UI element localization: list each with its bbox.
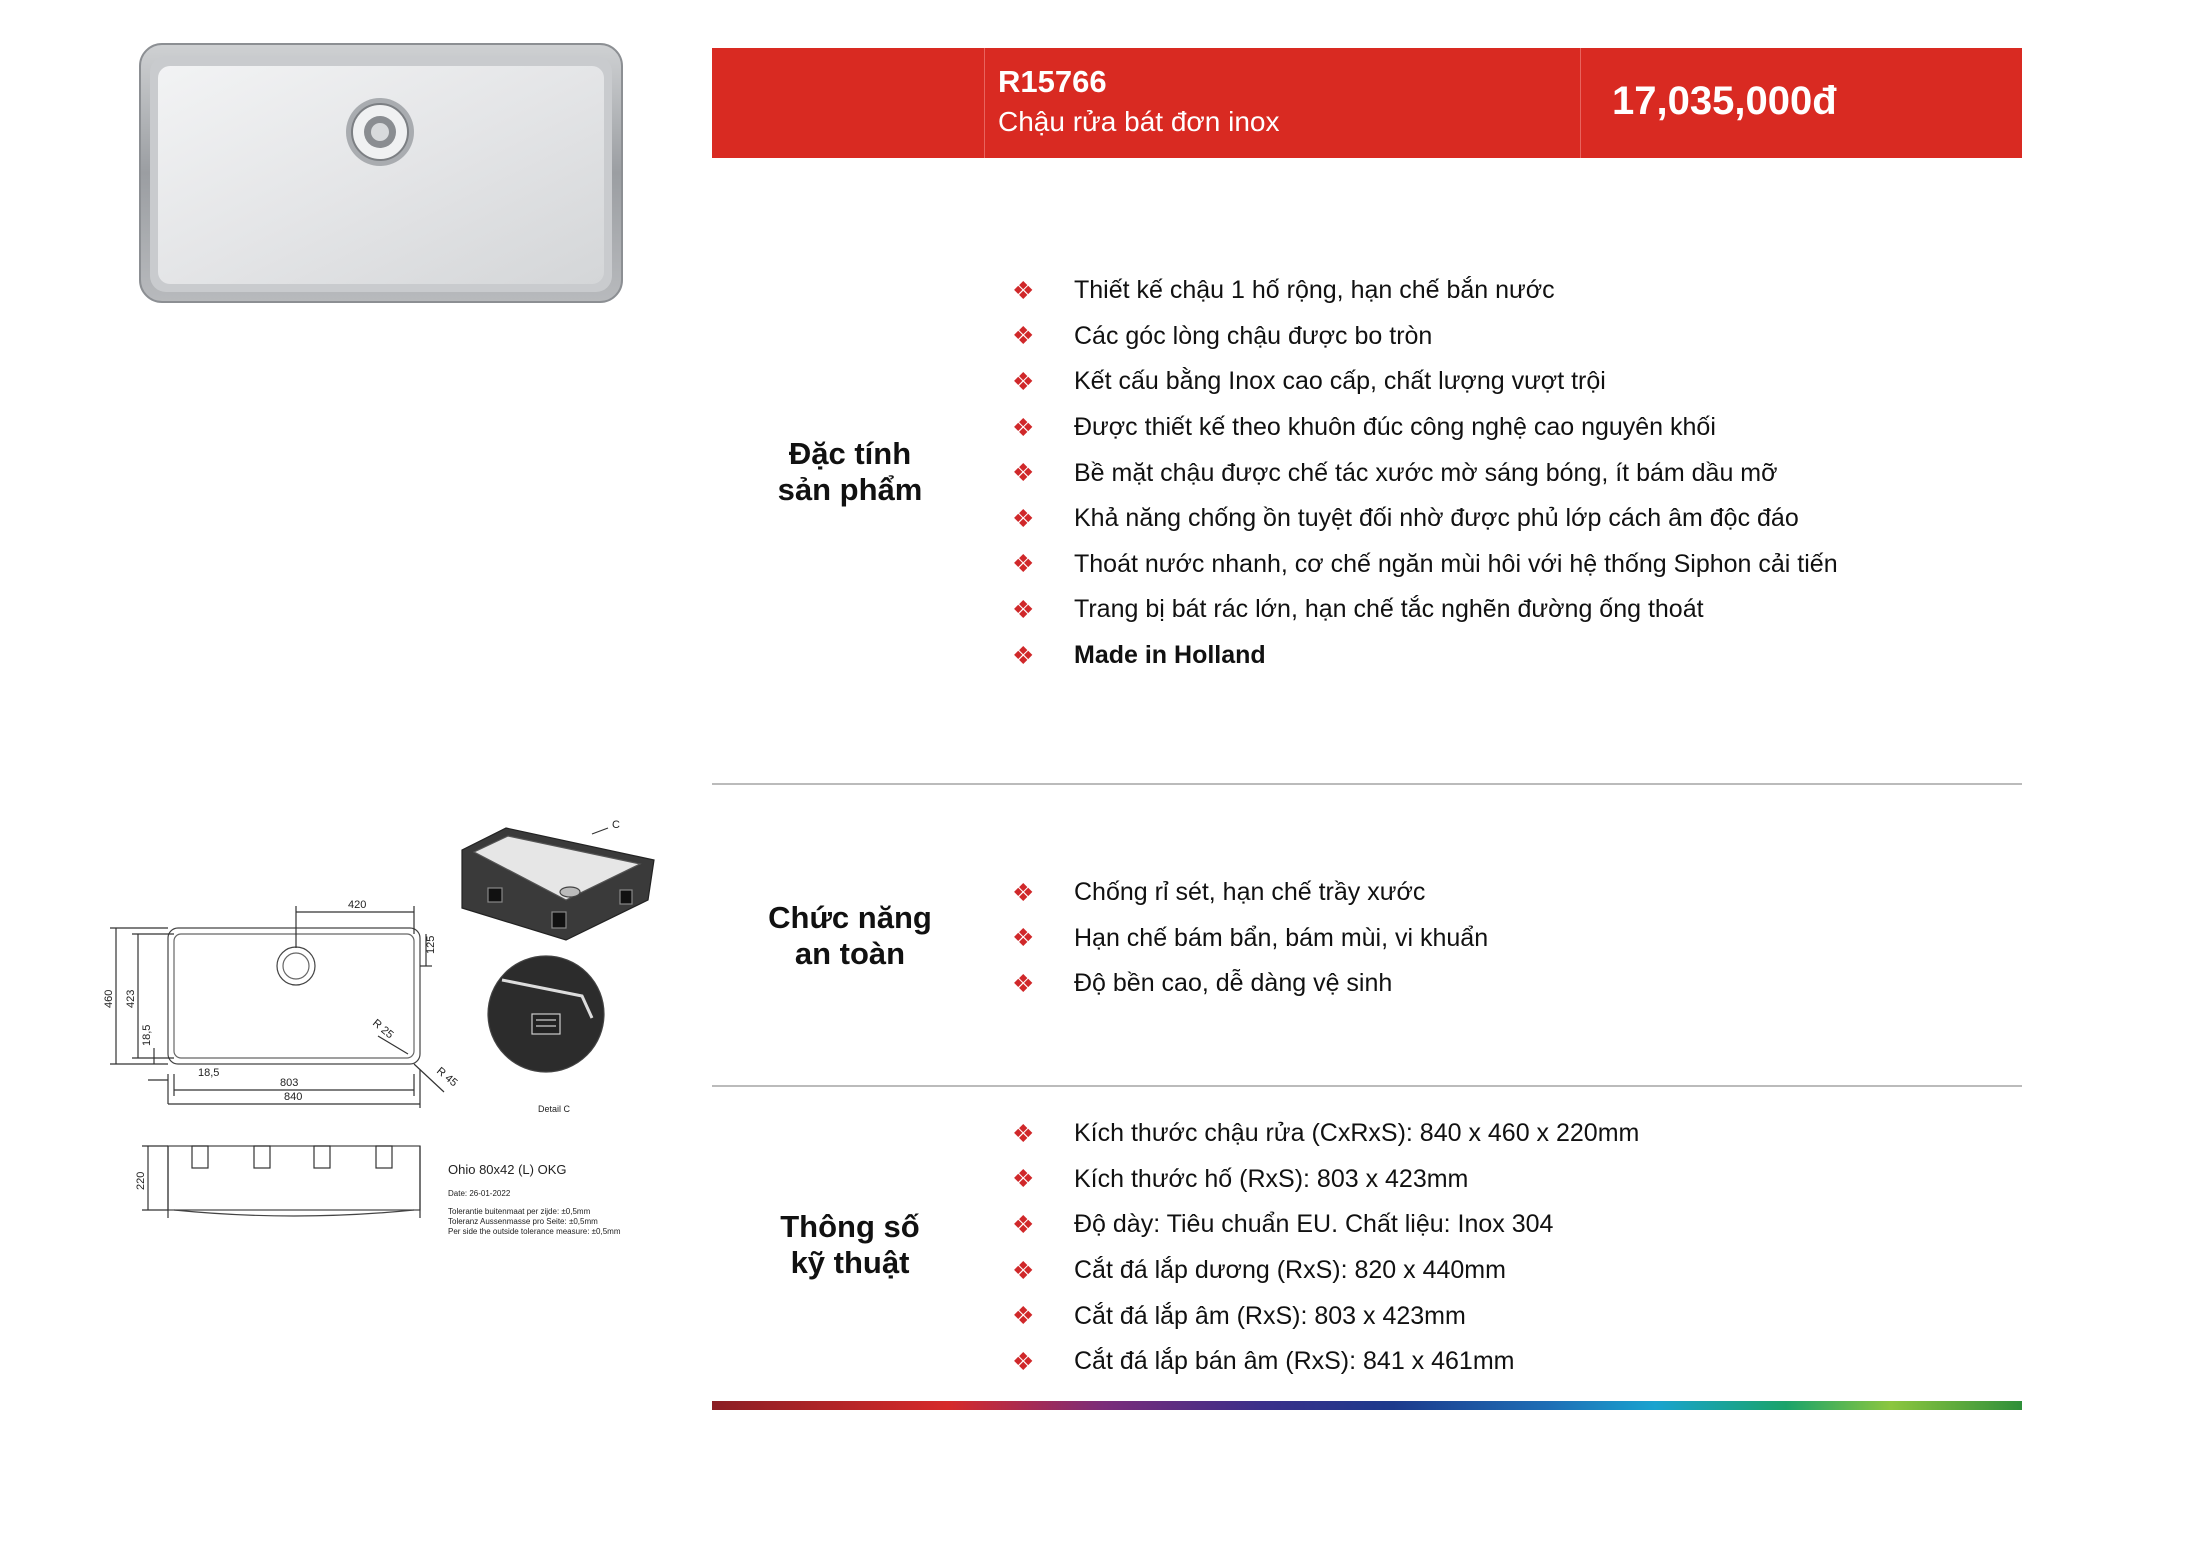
detail-marker: C bbox=[612, 819, 620, 831]
list-item: ❖ Hạn chế bám bẩn, bám mùi, vi khuẩn bbox=[1012, 923, 1489, 953]
dim-label: R 25 bbox=[370, 1017, 396, 1042]
dim-label: 840 bbox=[284, 1091, 303, 1103]
diamond-bullet-icon: ❖ bbox=[1012, 322, 1035, 351]
dim-label: 803 bbox=[280, 1077, 299, 1089]
product-price: 17,035,000đ bbox=[1612, 79, 1837, 123]
dim-label: 420 bbox=[348, 899, 367, 911]
diamond-bullet-icon: ❖ bbox=[1012, 1347, 1035, 1376]
list-item: ❖ Cắt đá lắp âm (RxS): 803 x 423mm bbox=[1012, 1301, 1466, 1331]
list-item: ❖ Trang bị bát rác lớn, hạn chế tắc nghẽn đường ống thoát bbox=[1012, 595, 1704, 624]
section-title-safety bbox=[720, 900, 980, 972]
dim-label: R 45 bbox=[434, 1065, 460, 1090]
dim-label: 18,5 bbox=[198, 1067, 220, 1079]
product-name: Chậu rửa bát đơn inox bbox=[998, 106, 1280, 137]
diamond-bullet-icon: ❖ bbox=[1012, 1256, 1035, 1285]
list-item: ❖ Made in Holland bbox=[1012, 641, 1266, 670]
dim-label: 220 bbox=[135, 1171, 147, 1190]
list-item: ❖ Bề mặt chậu được chế tác xước mờ sáng bóng, ít bám dầu mỡ bbox=[1012, 458, 1778, 488]
diamond-bullet-icon: ❖ bbox=[1012, 367, 1035, 396]
header-divider bbox=[984, 48, 985, 158]
features-list bbox=[1012, 268, 1838, 678]
section-title-line: Thông số bbox=[780, 1209, 920, 1244]
safety-list bbox=[1012, 870, 1488, 1007]
tolerance-note: Per side the outside tolerance measure: ±0,5mm bbox=[448, 1227, 621, 1236]
section-divider bbox=[712, 783, 2022, 785]
diamond-bullet-icon: ❖ bbox=[1012, 1119, 1035, 1148]
diamond-bullet-icon: ❖ bbox=[1012, 550, 1035, 579]
header-divider bbox=[1580, 48, 1581, 158]
tolerance-note: Toleranz Aussenmasse pro Seite: ±0,5mm bbox=[448, 1217, 598, 1226]
section-title-specs bbox=[720, 1209, 980, 1281]
diamond-bullet-icon: ❖ bbox=[1012, 878, 1035, 907]
list-item: ❖ Kích thước hố (RxS): 803 x 423mm bbox=[1012, 1164, 1469, 1194]
dim-label: 460 bbox=[103, 989, 115, 1008]
date-label: Date: 26-01-2022 bbox=[448, 1189, 511, 1198]
list-item: ❖ Thoát nước nhanh, cơ chế ngăn mùi hôi với hệ thống Siphon cải tiến bbox=[1012, 549, 1838, 579]
list-item: ❖ Được thiết kế theo khuôn đúc công nghệ cao nguyên khối bbox=[1012, 413, 1716, 442]
product-code: R15766 bbox=[998, 64, 1107, 99]
section-divider bbox=[712, 1085, 2022, 1087]
dim-label: 125 bbox=[425, 935, 437, 954]
list-item: ❖ Kết cấu bằng Inox cao cấp, chất lượng vượt trội bbox=[1012, 367, 1606, 396]
diamond-bullet-icon: ❖ bbox=[1012, 595, 1035, 624]
list-item: ❖ Kích thước chậu rửa (CxRxS): 840 x 460 x 220mm bbox=[1012, 1119, 1640, 1148]
section-title-line: kỹ thuật bbox=[790, 1245, 910, 1280]
section-title-features bbox=[720, 436, 980, 508]
specs-list bbox=[1012, 1111, 1639, 1385]
list-item: ❖ Thiết kế chậu 1 hố rộng, hạn chế bắn nước bbox=[1012, 276, 1555, 305]
list-item: ❖ Độ bền cao, dễ dàng vệ sinh bbox=[1012, 969, 1393, 998]
section-title-line: sản phẩm bbox=[777, 472, 923, 507]
detail-label: Detail C bbox=[538, 1104, 571, 1114]
diamond-bullet-icon: ❖ bbox=[1012, 1165, 1035, 1194]
diamond-bullet-icon: ❖ bbox=[1012, 504, 1035, 533]
diamond-bullet-icon: ❖ bbox=[1012, 969, 1035, 998]
list-item: ❖ Độ dày: Tiêu chuẩn EU. Chất liệu: Inox 304 bbox=[1012, 1210, 1554, 1239]
section-title-line: an toàn bbox=[794, 936, 906, 971]
diamond-bullet-icon: ❖ bbox=[1012, 641, 1035, 670]
diamond-bullet-icon: ❖ bbox=[1012, 924, 1035, 953]
tolerance-note: Tolerantie buitenmaat per zijde: ±0,5mm bbox=[448, 1207, 591, 1216]
section-title-line: Đặc tính bbox=[788, 436, 912, 471]
list-item: ❖ Cắt đá lắp dương (RxS): 820 x 440mm bbox=[1012, 1256, 1506, 1285]
diamond-bullet-icon: ❖ bbox=[1012, 1210, 1035, 1239]
diamond-bullet-icon: ❖ bbox=[1012, 459, 1035, 488]
list-item: ❖ Khả năng chống ồn tuyệt đối nhờ được phủ lớp cách âm độc đáo bbox=[1012, 504, 1799, 533]
list-item: ❖ Cắt đá lắp bán âm (RxS): 841 x 461mm bbox=[1012, 1347, 1515, 1376]
dim-label: 423 bbox=[125, 989, 137, 1008]
list-item: ❖ Chống rỉ sét, hạn chế trầy xước bbox=[1012, 878, 1426, 907]
technical-drawing bbox=[103, 808, 690, 1268]
model-label: Ohio 80x42 (L) OKG bbox=[448, 1162, 567, 1177]
diamond-bullet-icon: ❖ bbox=[1012, 1302, 1035, 1331]
list-item: ❖ Các góc lòng chậu được bo tròn bbox=[1012, 321, 1433, 351]
diamond-bullet-icon: ❖ bbox=[1012, 413, 1035, 442]
diamond-bullet-icon: ❖ bbox=[1012, 276, 1035, 305]
section-title-line: Chức năng bbox=[768, 900, 932, 935]
product-header-bar bbox=[712, 48, 2022, 158]
dim-label: 18,5 bbox=[141, 1024, 153, 1046]
brand-gradient-bar bbox=[712, 1401, 2022, 1410]
product-photo bbox=[138, 42, 624, 304]
